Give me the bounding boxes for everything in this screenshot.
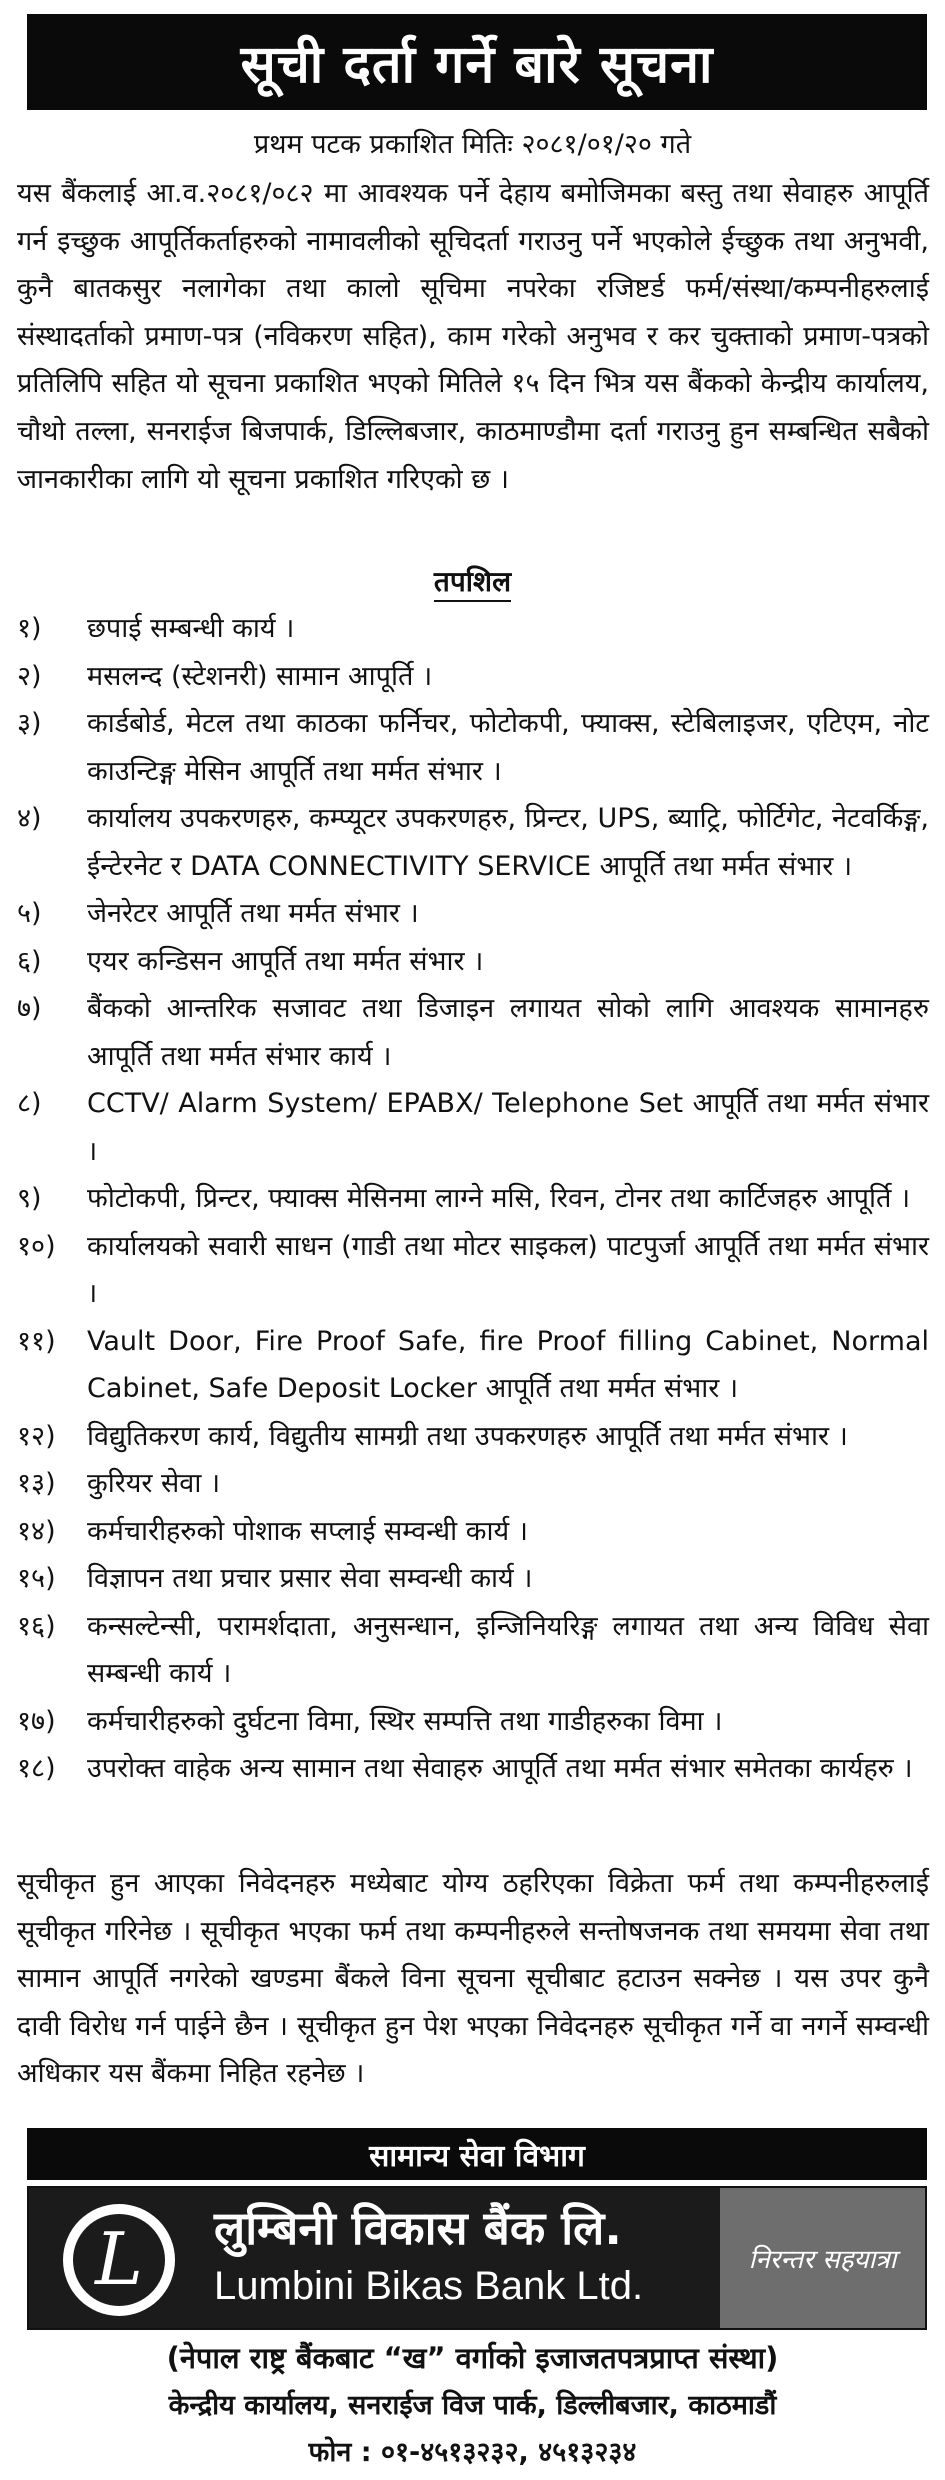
bank-tagline: निरन्तर सहयात्रा — [720, 2188, 925, 2328]
list-item — [17, 1223, 929, 1318]
list-item-text: कर्मचारीहरुको दुर्घटना विमा, स्थिर सम्पत्ति तथा गाडीहरुका विमा । — [87, 1705, 723, 1737]
list-item-text: बैंकको आन्तरिक सजावट तथा डिजाइन लगायत सोको लागि आवश्यक सामानहरु आपूर्ति तथा मर्मत संभार कार्य । — [87, 993, 929, 1072]
office-address: केन्द्रीय कार्यालय, सनराईज विज पार्क, डिल्लीबजार, काठमाडौं — [168, 2390, 777, 2421]
list-item — [17, 1413, 929, 1461]
list-item-number: ९) — [17, 1183, 42, 1214]
list-item — [17, 605, 929, 653]
closing-paragraph: सूचीकृत हुन आएका निवेदनहरु मध्येबाट योग्य ठहरिएका विक्रेता फर्म तथा कम्पनीहरुलाई सूचीकृत गरिनेछ । सूचीकृत भएका फर्म तथा कम्पनीहरुले सन्तोषजनक तथा समयमा सेवा तथा सामान आपूर्ति नगरेको खण्डमा बैंकले विना सूचना सूचीबाट हटाउन सक्नेछ । यस उपर कुनै दावी विरोध गर्न पाईने छैन । सूचीकृत हुन पेश भएका निवेदनहरु सूचीकृत गर्ने वा नगर्ने सम्वन्धी अधिकार यस बैंकमा निहित रहनेछ । — [17, 1868, 929, 2089]
list-item-number: ६) — [17, 945, 42, 977]
list-item-text: विज्ञापन तथा प्रचार प्रसार सेवा सम्वन्धी कार्य । — [87, 1563, 533, 1594]
list-item-number: १) — [17, 613, 42, 644]
list-item-number: २) — [17, 660, 42, 692]
department-bar: सामान्य सेवा विभाग — [27, 2128, 927, 2180]
list-item — [17, 1175, 929, 1223]
intro-paragraph: यस बैंकलाई आ.व.२०८१/०८२ मा आवश्यक पर्ने देहाय बमोजिमका बस्तु तथा सेवाहरु आपूर्ति गर्न इच्छुक आपूर्तिकर्ताहरुको नामावलीको सूचिदर्ता गराउनु पर्ने भएकोले ईच्छुक तथा अनुभवी, कुनै बातकसुर नलागेका तथा कालो सूचिमा नपरेका रजिष्टर्ड फर्म/संस्था/कम्पनीहरुलाई संस्थादर्ताको प्रमाण-पत्र (नविकरण सहित), काम गरेको अनुभव र कर चुक्ताको प्रमाण-पत्रको प्रतिलिपि सहित यो सूचना प्रकाशित भएको मितिले १५ दिन भित्र यस बैंकको केन्द्रीय कार्यालय, चौथो तल्ला, सनराईज बिजपार्क, डिल्लिबजार, काठमाण्डौमा दर्ता गराउनु हुन सम्बन्धित सबैको जानकारीका लागि यो सूचना प्रकाशित गरिएको छ । — [17, 178, 929, 495]
list-item-number: १३) — [17, 1468, 56, 1499]
list-item — [17, 1318, 929, 1413]
details-heading — [0, 562, 945, 600]
list-item — [17, 985, 929, 1080]
bank-name-english: Lumbini Bikas Bank Ltd. — [214, 2264, 644, 2308]
list-item-number: ५) — [17, 898, 42, 929]
list-item — [17, 1603, 929, 1698]
list-item-number: १४) — [17, 1515, 56, 1547]
list-item-text: छपाई सम्बन्धी कार्य । — [87, 613, 295, 644]
bank-logo-banner — [27, 2186, 927, 2330]
list-item — [17, 795, 929, 890]
list-item-text: विद्युतिकरण कार्य, विद्युतीय सामग्री तथा उपकरणहरु आपूर्ति तथा मर्मत संभार । — [87, 1420, 848, 1452]
list-item-text: कर्मचारीहरुको पोशाक सप्लाई सम्वन्धी कार्य । — [87, 1515, 528, 1547]
list-item — [17, 1080, 929, 1175]
list-item-text: कुरियर सेवा । — [87, 1468, 221, 1499]
list-item-text: उपरोक्त वाहेक अन्य सामान तथा सेवाहरु आपूर्ति तथा मर्मत संभार समेतका कार्यहरु । — [87, 1753, 913, 1784]
list-item-number: १२) — [17, 1420, 56, 1452]
list-item-number: १६) — [17, 1610, 56, 1642]
list-item — [17, 938, 929, 986]
list-item-text: मसलन्द (स्टेशनरी) सामान आपूर्ति । — [87, 660, 433, 692]
list-item-text: कार्डबोर्ड, मेटल तथा काठका फर्निचर, फोटोकपी, फ्याक्स, स्टेबिलाइजर, एटिएम, नोट काउन्टिङ्ग मेसिन आपूर्ति तथा मर्मत संभार । — [87, 708, 929, 787]
list-item — [17, 1508, 929, 1556]
list-item-number: ३) — [17, 708, 42, 739]
list-item-text: कार्यालय उपकरणहरु, कम्प्यूटर उपकरणहरु, प्रिन्टर, UPS, ब्याट्रि, फोर्टिगेट, नेटवर्किङ्ग, ईन्टेरनेट र DATA CONNECTIVITY SERVICE आपूर्ति तथा मर्मत संभार । — [87, 803, 929, 882]
license-line: (नेपाल राष्ट्र बैंकबाट “ख” वर्गाको इजाजतपत्रप्राप्त संस्था) — [166, 2341, 779, 2375]
list-item — [17, 1698, 929, 1746]
list-item-text: CCTV/ Alarm System/ EPABX/ Telephone Set आपूर्ति तथा मर्मत संभार । — [87, 1088, 929, 1167]
logo-letter: L — [95, 2217, 143, 2301]
list-item-number: ८) — [17, 1088, 42, 1119]
list-item-text: कार्यालयको सवारी साधन (गाडी तथा मोटर साइकल) पाटपुर्जा आपूर्ति तथा मर्मत संभार । — [87, 1230, 929, 1309]
bank-name-nepali: लुम्बिनी विकास बैंक लि. — [214, 2201, 622, 2255]
publication-date: प्रथम पटक प्रकाशित मितिः २०८१/०१/२० गते — [253, 129, 692, 160]
list-item-number: १५) — [17, 1563, 56, 1594]
list-item-number: ४) — [17, 803, 42, 834]
list-item-number: ११) — [17, 1325, 56, 1357]
list-item — [17, 653, 929, 701]
list-item-text: जेनरेटर आपूर्ति तथा मर्मत संभार । — [87, 898, 419, 929]
list-item — [17, 700, 929, 795]
list-item-number: ७) — [17, 993, 42, 1024]
list-item-text: फोटोकपी, प्रिन्टर, फ्याक्स मेसिनमा लाग्ने मसि, रिवन, टोनर तथा कार्टिजहरु आपूर्ति । — [87, 1183, 911, 1214]
details-heading-text: तपशिल — [434, 565, 511, 602]
circle-L-logo-icon — [59, 2200, 179, 2320]
items-list — [17, 605, 929, 1793]
notice-title: सूची दर्ता गर्ने बारे सूचना — [27, 14, 927, 110]
list-item-number: १७) — [17, 1705, 56, 1737]
list-item-text: कन्सल्टेन्सी, परामर्शदाता, अनुसन्धान, इन्जिनियरिङ्ग लगायत तथा अन्य विविध सेवा सम्बन्धी कार्य । — [87, 1610, 929, 1689]
list-item — [17, 890, 929, 938]
list-item-number: १८) — [17, 1753, 56, 1784]
list-item — [17, 1555, 929, 1603]
list-item-text: Vault Door, Fire Proof Safe, fire Proof filling Cabinet, Normal Cabinet, Safe Deposit Locker आपूर्ति तथा मर्मत संभार । — [87, 1325, 929, 1404]
list-item-number: १०) — [17, 1230, 56, 1262]
list-item — [17, 1460, 929, 1508]
list-item — [17, 1745, 929, 1793]
list-item-text: एयर कन्डिसन आपूर्ति तथा मर्मत संभार । — [87, 945, 484, 977]
phone-numbers: फोन : ०१-४५१३२३२, ४५१३२३४ — [308, 2437, 637, 2468]
